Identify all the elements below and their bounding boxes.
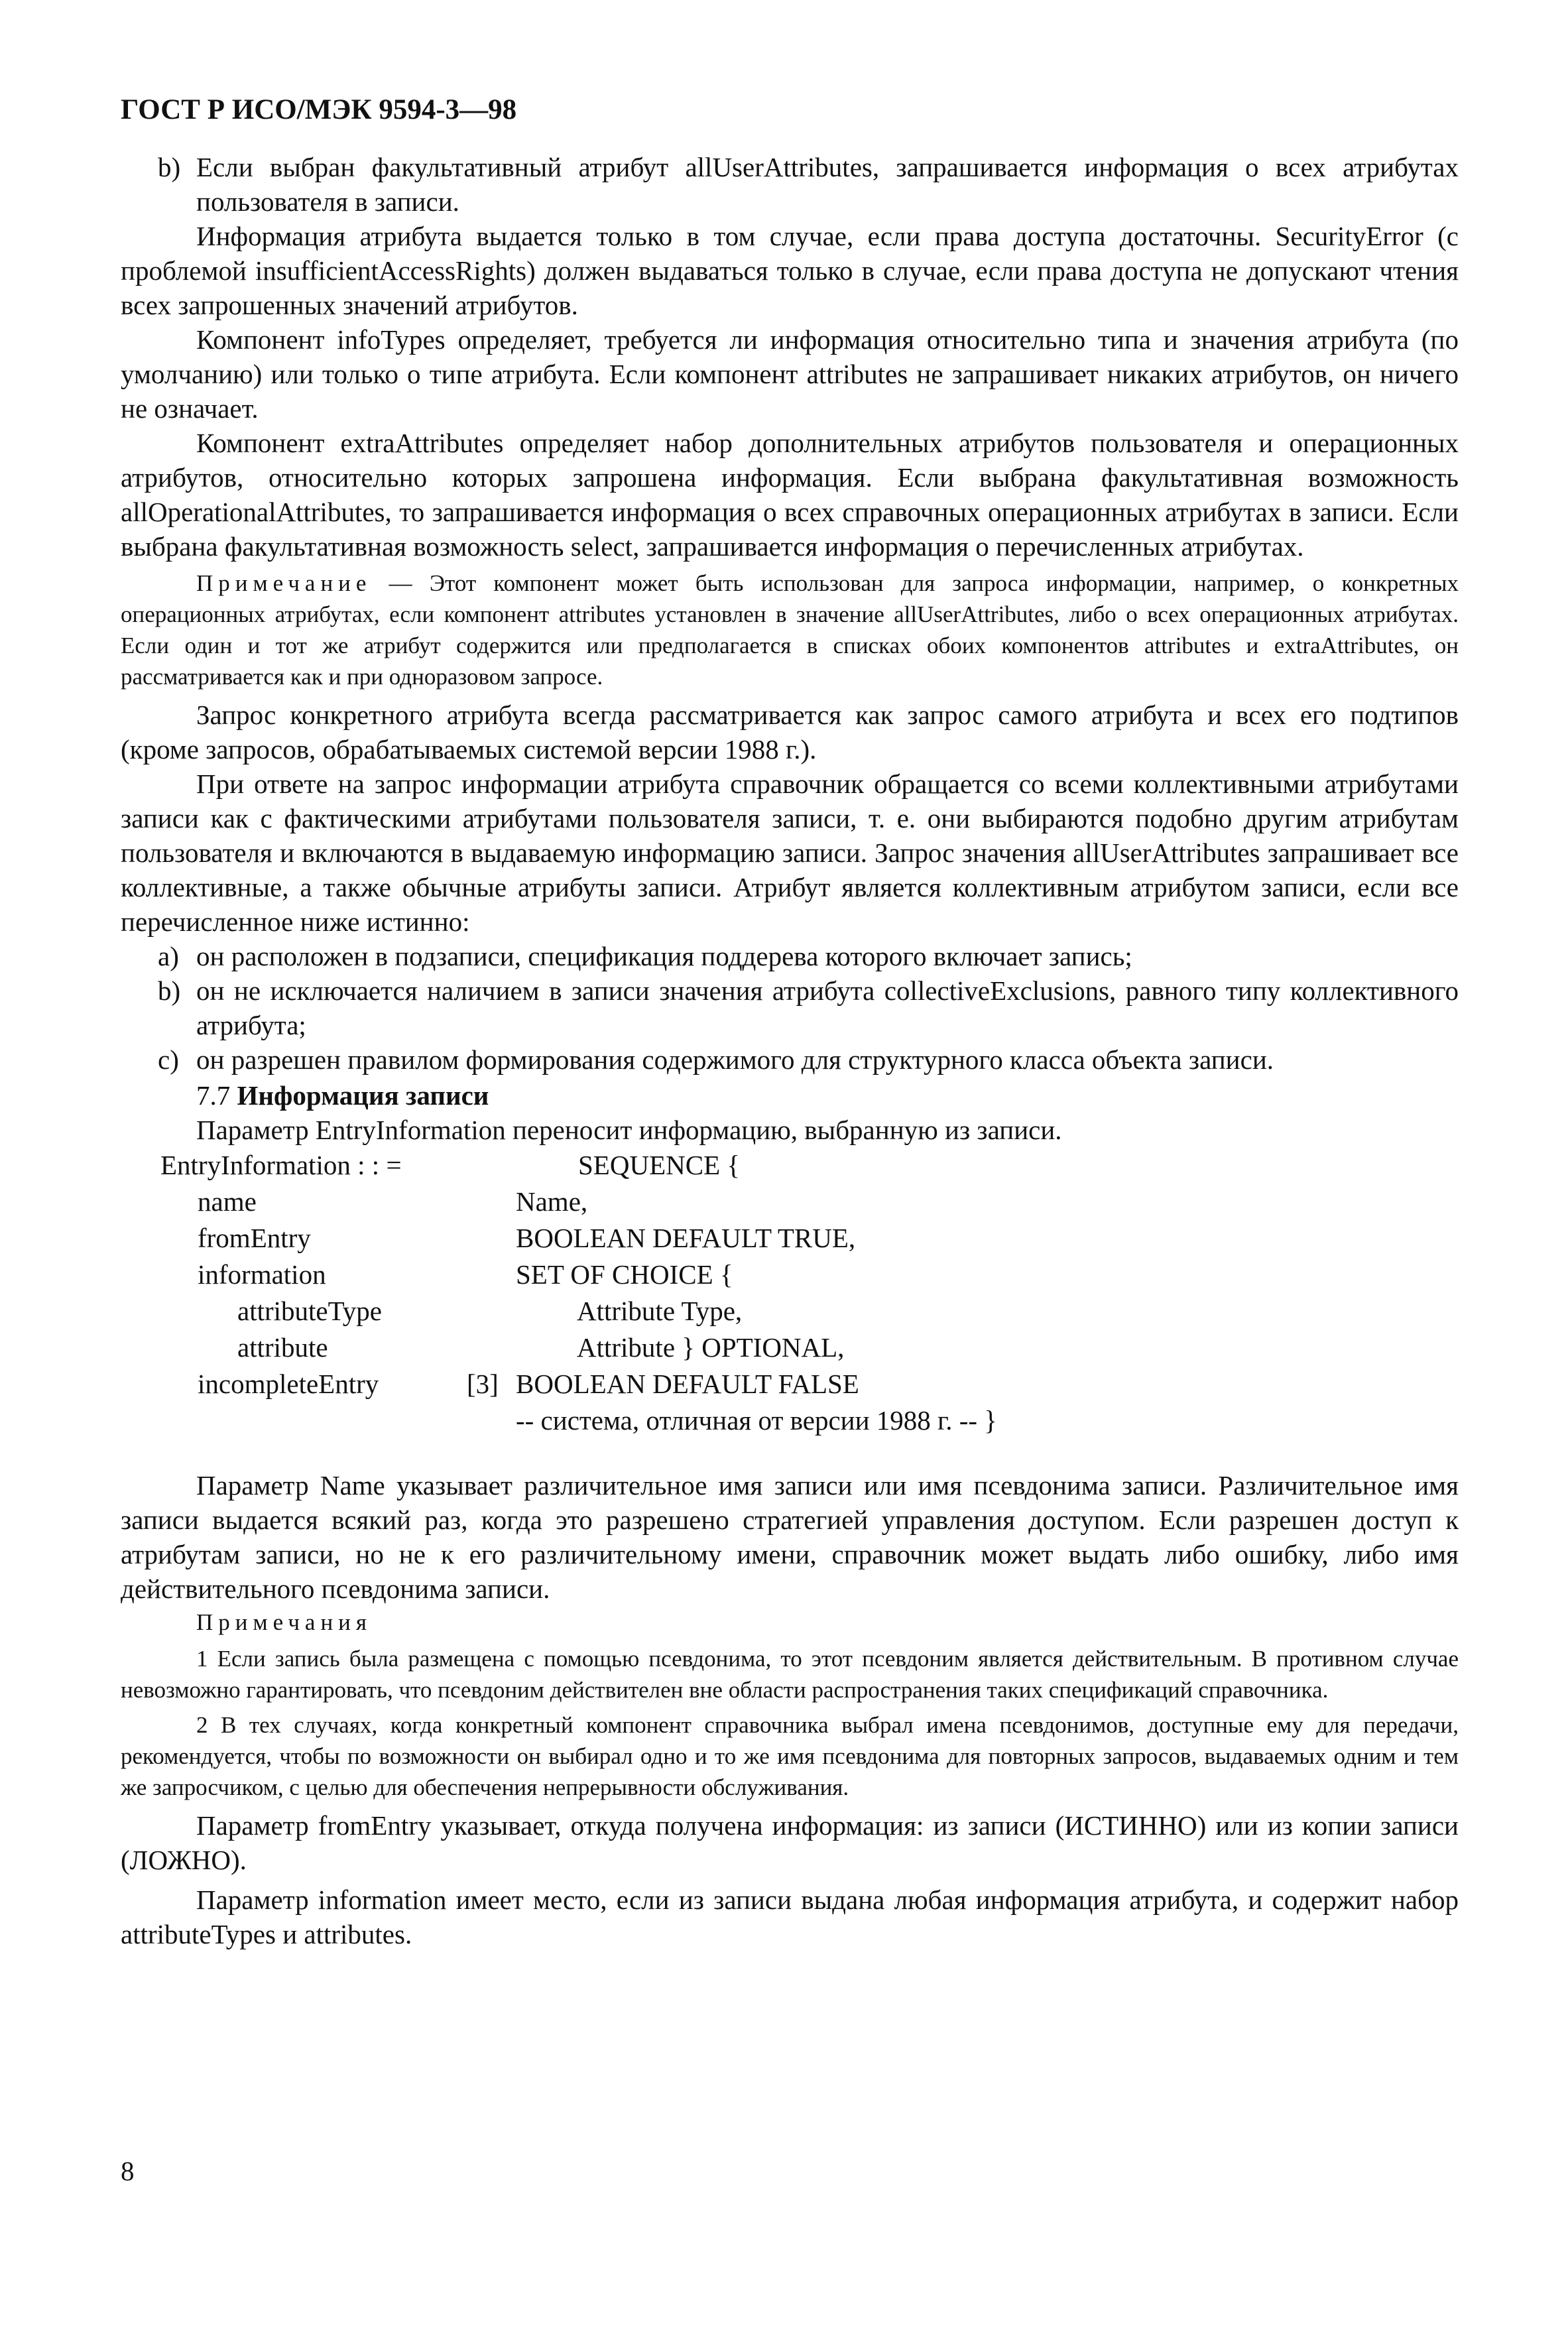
asn1-field-name: fromEntry: [198, 1223, 311, 1253]
paragraph-from-entry: Параметр fromEntry указывает, откуда получена информация: из записи (ИСТИННО) или из копии записи (ЛОЖНО).: [121, 1810, 1459, 1875]
list-item-a: [121, 939, 1459, 973]
paragraph-info-types: Компонент infoTypes определяет, требуется ли информация относительно типа и значения атрибута (по умолчанию) или только о типе атрибута. Если компонент attributes не запрашивает никаких атрибутов, он ничего не означает.: [121, 324, 1459, 424]
asn1-field-name: information: [198, 1259, 326, 1290]
list-item-b-all-user-attributes: [121, 150, 1459, 219]
note-text: — Этот компонент может быть использован для запроса информации, например, о конкретных операционных атрибутах, если компонент attributes установлен в значение allUserAttributes, либо о всех операционных атрибутах. Если один и тот же атрибут содержится или предполагается в списках обоих компонентов attributes и extraAttributes, он рассматривается как и при одноразовом запросе.: [121, 570, 1459, 690]
list-item-text: он расположен в подзаписи, спецификация поддерева которого включает запись;: [196, 941, 1132, 971]
list-marker: c): [158, 1044, 179, 1075]
list-item-text: Если выбран факультативный атрибут allUserAttributes, запрашивается информация о всех атрибутах пользователя в записи.: [196, 152, 1459, 217]
section-number: 7.7: [196, 1080, 231, 1111]
asn1-definition: [121, 1147, 1459, 1468]
asn1-field-name: incompleteEntry: [198, 1369, 379, 1399]
note-1: 1 Если запись была размещена с помощью псевдонима, то этот псевдоним является действительным. В противном случае невозможно гарантировать, что псевдоним действителен вне области распространения таких спецификаций справочника.: [121, 1646, 1459, 1703]
paragraph-extra-attributes: Компонент extraAttributes определяет набор дополнительных атрибутов пользователя и операционных атрибутов, относительно которых запрошена информация. Если выбрана факультативная возможность allOperationalAttributes, то запрашивается информация о всех справочных операционных атрибутах в записи. Если выбрана факультативная возможность select, запрашивается информация о перечисленных атрибутах.: [121, 428, 1459, 562]
note-label: Примечание: [196, 570, 372, 596]
asn1-field-type: Attribute } OPTIONAL,: [577, 1332, 845, 1363]
note-2: 2 В тех случаях, когда конкретный компонент справочника выбрал имена псевдонимов, доступные ему для передачи, рекомендуется, чтобы по возможности он выбирал одно и то же имя псевдонима для повторных запросов, выдаваемых одним и тем же запросчиком, с целью для обеспечения непрерывности обслуживания.: [121, 1712, 1459, 1800]
asn1-field-type: SET OF CHOICE {: [516, 1259, 733, 1290]
asn1-tag: [3]: [467, 1369, 499, 1399]
asn1-type-name: EntryInformation : : =: [160, 1150, 402, 1180]
list-item-text: он не исключается наличием в записи значения атрибута collectiveExclusions, равного типу коллективного атрибута;: [196, 975, 1459, 1040]
document-code: ГОСТ Р ИСО/МЭК 9594-3—98: [121, 94, 517, 125]
asn1-field-type: Name,: [516, 1186, 588, 1217]
asn1-field-type: Attribute Type,: [577, 1296, 743, 1326]
list-item-b: [121, 973, 1459, 1042]
asn1-comment: -- система, отличная от версии 1988 г. -- }: [516, 1405, 997, 1436]
list-item-text: он разрешен правилом формирования содержимого для структурного класса объекта записи.: [196, 1044, 1274, 1075]
list-item-c: [121, 1042, 1459, 1077]
paragraph-entry-information: Параметр EntryInformation переносит информацию, выбранную из записи.: [196, 1115, 1062, 1145]
paragraph-name: Параметр Name указывает различительное имя записи или имя псевдонима записи. Различительное имя записи выдается всякий раз, когда это разрешено стратегией управления доступом. Если разрешен доступ к атрибутам записи, но не к его различительному имени, справочник может выдать либо ошибку, либо имя действительного псевдонима записи.: [121, 1470, 1459, 1604]
asn1-field-name: name: [198, 1186, 257, 1217]
paragraph-security-error: Информация атрибута выдается только в том случае, если права доступа достаточны. SecurityError (с проблемой insufficientAccessRights) должен выдаваться только в случае, если права доступа не допускают чтения всех запрошенных значений атрибутов.: [121, 221, 1459, 320]
notes-heading: Примечания: [196, 1609, 373, 1635]
section-heading: [121, 1078, 1459, 1113]
section-title: Информация записи: [237, 1080, 489, 1111]
list-marker: b): [158, 975, 181, 1006]
list-marker: b): [158, 152, 181, 182]
asn1-field-type: BOOLEAN DEFAULT TRUE,: [516, 1223, 856, 1253]
note-extra-attributes: [121, 568, 1459, 692]
asn1-field-name: attribute: [237, 1332, 328, 1363]
list-marker: a): [158, 941, 179, 971]
asn1-sequence: SEQUENCE {: [578, 1150, 741, 1180]
page-content: [121, 93, 1459, 1951]
asn1-field-name: attributeType: [237, 1296, 382, 1326]
asn1-field-type: BOOLEAN DEFAULT FALSE: [516, 1369, 859, 1399]
paragraph-information: Параметр information имеет место, если из записи выдана любая информация атрибута, и содержит набор attributeTypes и attributes.: [121, 1884, 1459, 1949]
page-number: 8: [121, 2156, 135, 2186]
paragraph-subtypes: Запрос конкретного атрибута всегда рассматривается как запрос самого атрибута и всех его подтипов (кроме запросов, обрабатываемых системой версии 1988 г.).: [121, 700, 1459, 765]
paragraph-collective-attributes: При ответе на запрос информации атрибута справочник обращается со всеми коллективными атрибутами записи как с фактическими атрибутами пользователя записи, т. е. они выбираются подобно другим атрибутам пользователя и включаются в выдаваемую информацию записи. Запрос значения allUserAttributes запрашивает все коллективные, а также обычные атрибуты записи. Атрибут является коллективным атрибутом записи, если все перечисленное ниже истинно:: [121, 769, 1459, 937]
